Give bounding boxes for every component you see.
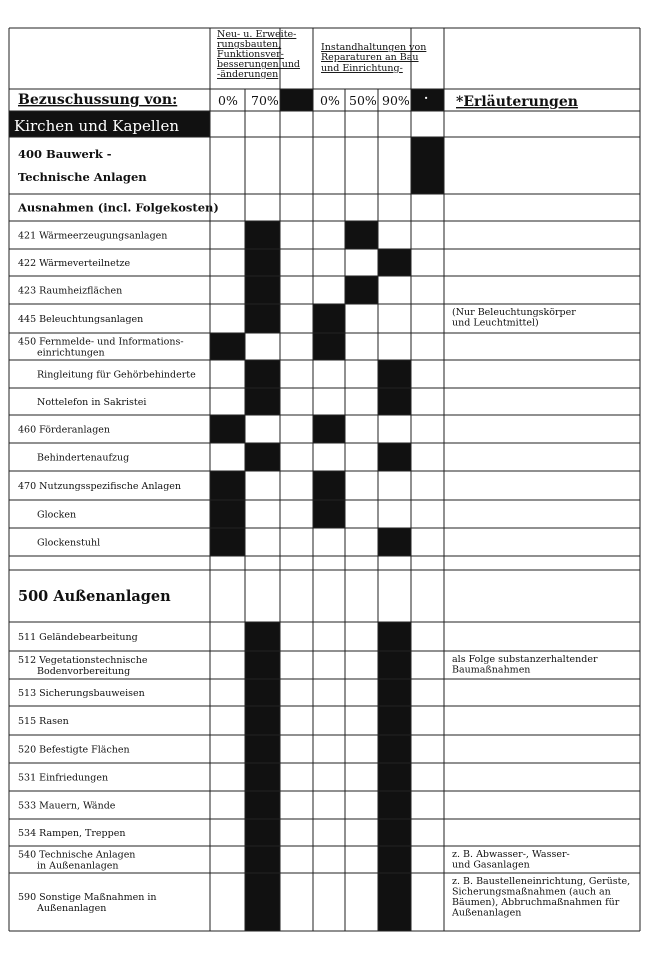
- black-cell: [210, 471, 245, 500]
- row-label: Bodenvorbereitung: [37, 665, 131, 677]
- header-neu-line: rungsbauten,: [217, 39, 282, 50]
- black-cell: [378, 679, 411, 706]
- pct-inst-90: 90%: [382, 93, 410, 108]
- row-label: Technische Anlagen: [18, 170, 147, 185]
- black-cell: [378, 651, 411, 679]
- black-cell: [378, 443, 411, 471]
- header-dot: ·: [424, 91, 429, 105]
- row-label: 450 Fernmelde- und Informations-: [18, 336, 184, 348]
- row-label: 520 Befestigte Flächen: [18, 744, 130, 756]
- black-cell: [245, 221, 280, 249]
- black-cell: [378, 360, 411, 388]
- header-black-cell: [280, 89, 313, 111]
- row-note: und Gasanlagen: [452, 859, 530, 871]
- black-cell: [313, 304, 345, 333]
- black-cell: [210, 528, 245, 556]
- row-label: Nottelefon in Sakristei: [37, 396, 147, 408]
- row-label: 513 Sicherungsbauweisen: [18, 687, 145, 699]
- row-label: 423 Raumheizflächen: [18, 285, 123, 297]
- black-cell: [411, 137, 444, 194]
- black-cell: [378, 819, 411, 846]
- header-neu-line: besserungen und: [217, 59, 301, 70]
- black-cell: [210, 415, 245, 443]
- header-neu-line: -änderungen: [217, 69, 279, 80]
- black-cell: [245, 819, 280, 846]
- black-cell: [378, 528, 411, 556]
- row-label: 590 Sonstige Maßnahmen in: [18, 891, 157, 903]
- black-cell: [210, 500, 245, 528]
- black-cell: [245, 791, 280, 819]
- pct-neu-70: 70%: [251, 93, 279, 108]
- row-label: 531 Einfriedungen: [18, 772, 109, 784]
- black-cell: [313, 500, 345, 528]
- black-cell: [245, 679, 280, 706]
- black-cell: [245, 651, 280, 679]
- black-cell: [313, 333, 345, 360]
- row-label: 533 Mauern, Wände: [18, 800, 116, 812]
- black-cell: [245, 873, 280, 931]
- row-label: Außenanlagen: [37, 902, 107, 914]
- black-cell: [245, 622, 280, 651]
- black-cell: [245, 735, 280, 763]
- black-cell: [378, 388, 411, 415]
- black-cell: [378, 873, 411, 931]
- row-label: 534 Rampen, Treppen: [18, 827, 126, 839]
- row-label: 470 Nutzungsspezifische Anlagen: [18, 480, 182, 492]
- black-cell: [245, 360, 280, 388]
- row-note: Baumaßnahmen: [452, 664, 531, 676]
- row-label: 445 Beleuchtungsanlagen: [18, 313, 144, 325]
- pct-neu-0: 0%: [218, 93, 238, 108]
- row-label: einrichtungen: [37, 347, 105, 359]
- row-label: Ringleitung für Gehörbehinderte: [37, 369, 196, 381]
- black-cell: [378, 791, 411, 819]
- header-neu-line: Neu- u. Erweite-: [217, 29, 297, 40]
- row-label: 540 Technische Anlagen: [18, 849, 136, 861]
- row-label: 421 Wärmeerzeugungsanlagen: [18, 230, 168, 242]
- header-neu-line: Funktionsver-: [217, 49, 284, 60]
- black-cell: [313, 415, 345, 443]
- section-band-label: Kirchen und Kapellen: [14, 117, 179, 135]
- row-label: 512 Vegetationstechnische: [18, 654, 148, 666]
- row-note: (Nur Beleuchtungskörper: [452, 307, 576, 318]
- black-cell: [378, 735, 411, 763]
- row-note: Außenanlagen: [452, 907, 522, 919]
- row-label: 500 Außenanlagen: [18, 588, 171, 606]
- black-cell: [378, 846, 411, 873]
- black-cell: [378, 249, 411, 276]
- black-cell: [245, 388, 280, 415]
- pct-inst-0: 0%: [320, 93, 340, 108]
- row-label: Ausnahmen (incl. Folgekosten): [18, 200, 219, 215]
- row-label: Behindertenaufzug: [37, 452, 130, 464]
- row-label: in Außenanlagen: [37, 860, 119, 872]
- row-label: Glocken: [37, 509, 77, 521]
- black-cell: [378, 622, 411, 651]
- header-inst-line: Instandhaltungen von: [321, 42, 427, 53]
- row-note: z. B. Abwasser-, Wasser-: [452, 849, 570, 860]
- black-cell: [210, 333, 245, 360]
- pct-inst-50: 50%: [349, 93, 377, 108]
- black-cell: [378, 763, 411, 791]
- row-note: und Leuchtmittel): [452, 317, 539, 329]
- row-label: 511 Geländebearbeitung: [18, 631, 138, 643]
- black-cell: [313, 471, 345, 500]
- header-inst-line: und Einrichtung-: [321, 63, 403, 74]
- black-cell: [245, 706, 280, 735]
- black-cell: [245, 846, 280, 873]
- row-note: Sicherungsmaßnahmen (auch an: [452, 886, 611, 898]
- header-inst-line: Reparaturen an Bau: [321, 52, 419, 63]
- section-band: [9, 111, 210, 137]
- black-cell: [345, 221, 378, 249]
- black-cell: [345, 276, 378, 304]
- black-cell: [245, 763, 280, 791]
- black-cell: [245, 276, 280, 304]
- erlaeuterungen-label: *Erläuterungen: [456, 94, 578, 110]
- black-cell: [245, 304, 280, 333]
- row-label: Glockenstuhl: [37, 537, 101, 549]
- row-note: als Folge substanzerhaltender: [452, 654, 598, 665]
- row-note: Bäumen), Abbruchmaßnahmen für: [452, 897, 620, 908]
- black-cell: [245, 249, 280, 276]
- row-label: 460 Förderanlagen: [18, 424, 111, 436]
- bezuschussung-label: Bezuschussung von:: [18, 92, 178, 108]
- row-label: 422 Wärmeverteilnetze: [18, 257, 131, 269]
- row-label: 400 Bauwerk -: [18, 147, 112, 162]
- row-note: z. B. Baustelleneinrichtung, Gerüste,: [452, 876, 631, 887]
- black-cell: [378, 706, 411, 735]
- black-cell: [245, 443, 280, 471]
- row-label: 515 Rasen: [18, 715, 69, 727]
